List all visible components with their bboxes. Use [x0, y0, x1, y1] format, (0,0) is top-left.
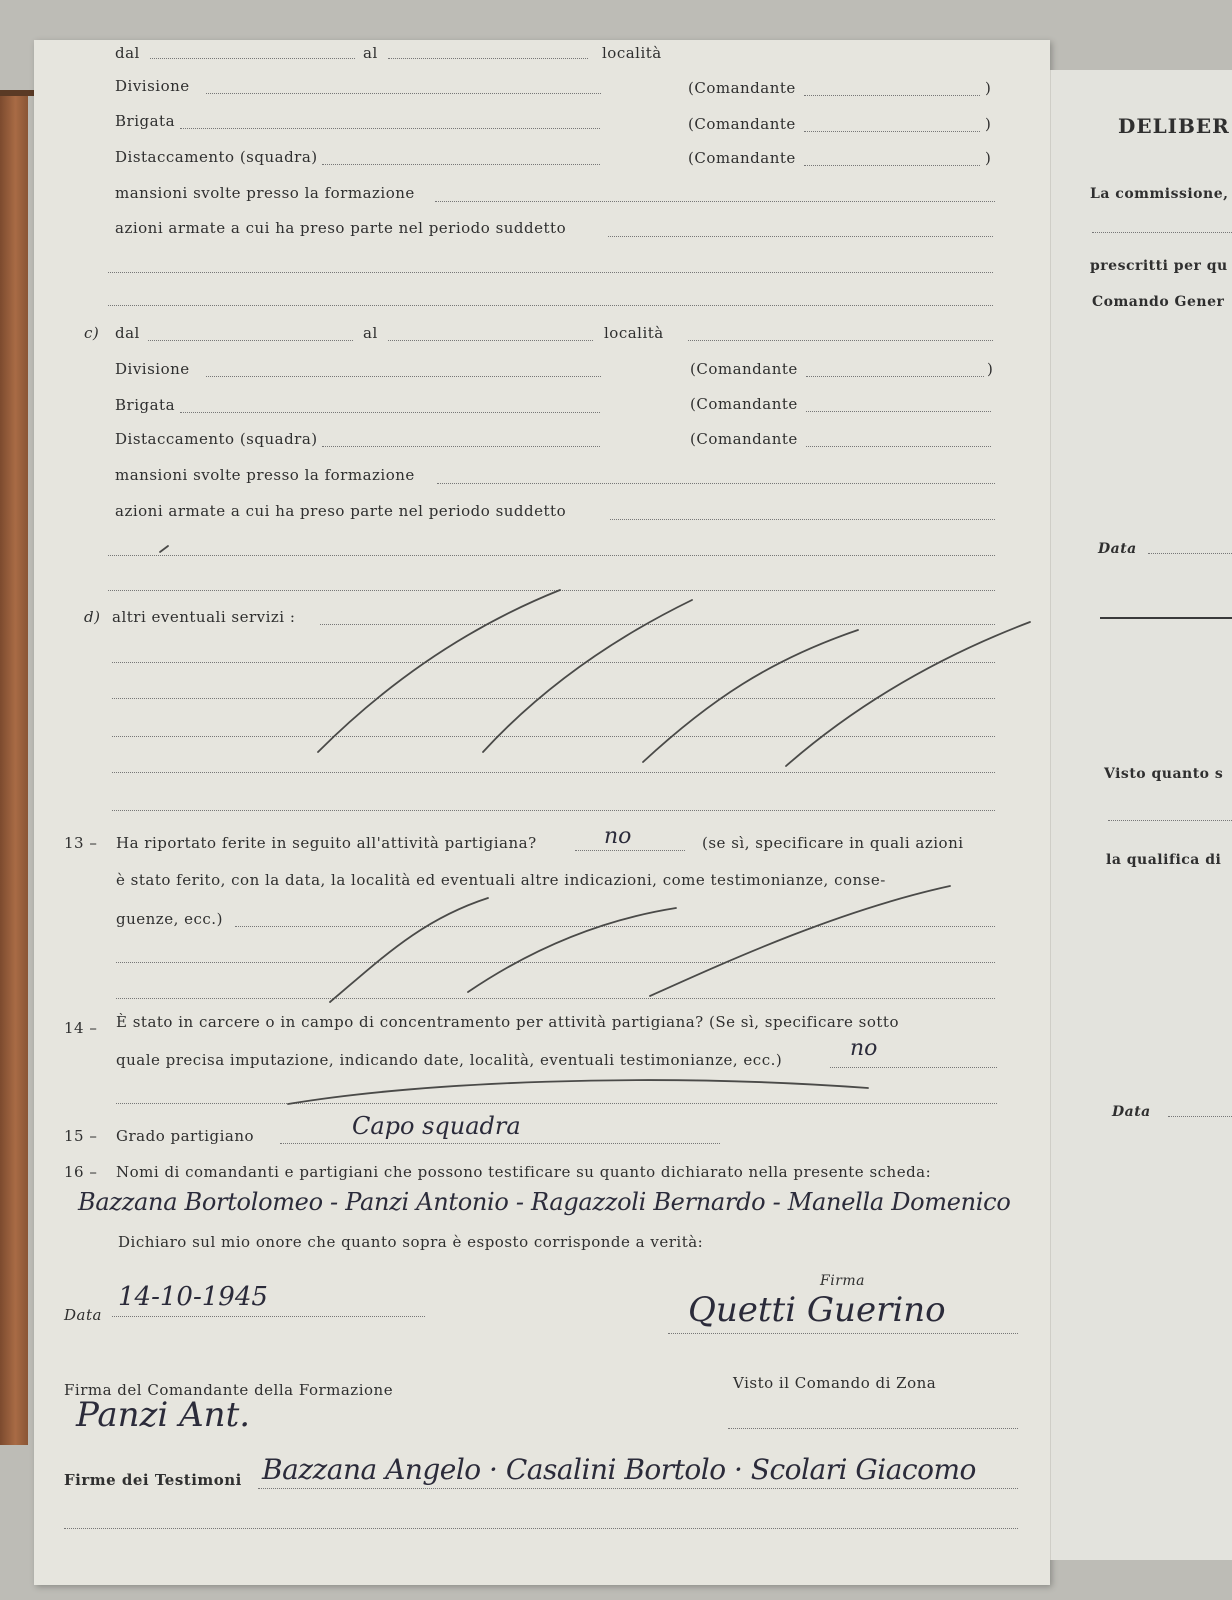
c-distaccamento-comandante: (Comandante: [690, 430, 798, 448]
b-paren-3: ): [985, 149, 992, 167]
d-strike-3: [643, 630, 858, 762]
right-page-qualifica: la qualifica di: [1106, 852, 1222, 868]
c-divisione-comandante: (Comandante: [690, 360, 798, 378]
q15-number: 15 –: [64, 1127, 98, 1145]
data-value: 14-10-1945: [118, 1282, 268, 1312]
right-page-line-2: prescritti per qu: [1090, 258, 1228, 274]
c-letter: c): [84, 324, 100, 342]
firma-value: Quetti Guerino: [688, 1290, 946, 1330]
right-page-data-1: Data: [1098, 541, 1137, 557]
b-divisione-label: Divisione: [115, 77, 190, 95]
c-brigata-label: Brigata: [115, 396, 176, 414]
data-label: Data: [64, 1306, 102, 1324]
c-brigata-comandante: (Comandante: [690, 395, 798, 413]
q16-number: 16 –: [64, 1163, 98, 1181]
left-mark: [160, 546, 168, 552]
b-paren-1: ): [985, 79, 992, 97]
firma-comandante-value: Panzi Ant.: [76, 1395, 251, 1435]
right-page-line-3: Comando Gener: [1092, 294, 1225, 310]
c-paren-1: ): [987, 360, 994, 378]
b-divisione-comandante: (Comandante: [688, 79, 796, 97]
q13-strike-2: [468, 908, 676, 992]
b-distaccamento-comandante: (Comandante: [688, 149, 796, 167]
right-page-data-2: Data: [1112, 1104, 1151, 1120]
q13-question-line-3: guenze, ecc.): [116, 910, 223, 928]
b-dal-label: dal: [115, 44, 140, 62]
b-paren-2: ): [985, 115, 992, 133]
b-localita-label: località: [602, 44, 662, 62]
q14-answer: no: [850, 1036, 878, 1061]
d-label: altri eventuali servizi :: [112, 608, 296, 626]
q13-strike-1: [330, 898, 488, 1002]
right-page-line-1: La commissione,: [1090, 186, 1229, 202]
q13-strike-3: [650, 886, 950, 996]
c-al-label: al: [363, 324, 378, 342]
b-brigata-label: Brigata: [115, 112, 176, 130]
c-azioni-label: azioni armate a cui ha preso parte nel periodo suddetto: [115, 502, 567, 520]
testimoni-label: Firme dei Testimoni: [64, 1471, 242, 1489]
q13-question: Ha riportato ferite in seguito all'attività partigiana?: [116, 834, 537, 852]
b-al-label: al: [363, 44, 378, 62]
testimoni-value: Bazzana Angelo · Casalini Bortolo · Scolari Giacomo: [262, 1453, 976, 1486]
q13-question-line-2: è stato ferito, con la data, la località ed eventuali altre indicazioni, come testimonianze, conse-: [116, 871, 886, 889]
q14-question: È stato in carcere o in campo di concentramento per attività partigiana? (Se sì, specificare sotto: [116, 1013, 899, 1031]
q13-question-b: (se sì, specificare in quali azioni: [702, 834, 964, 852]
c-mansioni-label: mansioni svolte presso la formazione: [115, 466, 415, 484]
q13-answer: no: [604, 824, 632, 849]
firma-label: Firma: [820, 1273, 866, 1289]
q16-answer: Bazzana Bortolomeo - Panzi Antonio - Ragazzoli Bernardo - Manella Domenico: [78, 1188, 1011, 1216]
right-page-visto: Visto quanto s: [1104, 766, 1224, 782]
q16-label: Nomi di comandanti e partigiani che possono testificare su quanto dichiarato nella presente scheda:: [116, 1163, 932, 1181]
c-dal-label: dal: [115, 324, 140, 342]
b-brigata-comandante: (Comandante: [688, 115, 796, 133]
d-strike-2: [483, 600, 692, 752]
b-mansioni-label: mansioni svolte presso la formazione: [115, 184, 415, 202]
c-localita-label: località: [604, 324, 664, 342]
b-distaccamento-label: Distaccamento (squadra): [115, 148, 318, 166]
b-azioni-label: azioni armate a cui ha preso parte nel periodo suddetto: [115, 219, 567, 237]
q13-number: 13 –: [64, 834, 98, 852]
q14-question-line-2: quale precisa imputazione, indicando date, località, eventuali testimonianze, ecc.): [116, 1051, 783, 1069]
d-letter: d): [84, 608, 101, 626]
c-divisione-label: Divisione: [115, 360, 190, 378]
firma-comandante-label: Firma del Comandante della Formazione: [64, 1381, 394, 1399]
d-strike-1: [318, 590, 560, 752]
q15-label: Grado partigiano: [116, 1127, 255, 1145]
visto-comando-label: Visto il Comando di Zona: [733, 1374, 937, 1392]
declaration: Dichiaro sul mio onore che quanto sopra è esposto corrisponde a verità:: [118, 1233, 704, 1251]
q14-number: 14 –: [64, 1019, 98, 1037]
q15-answer: Capo squadra: [352, 1112, 521, 1140]
c-distaccamento-label: Distaccamento (squadra): [115, 430, 318, 448]
q14-underline: [288, 1080, 868, 1104]
right-page-title: DELIBER: [1118, 114, 1230, 138]
